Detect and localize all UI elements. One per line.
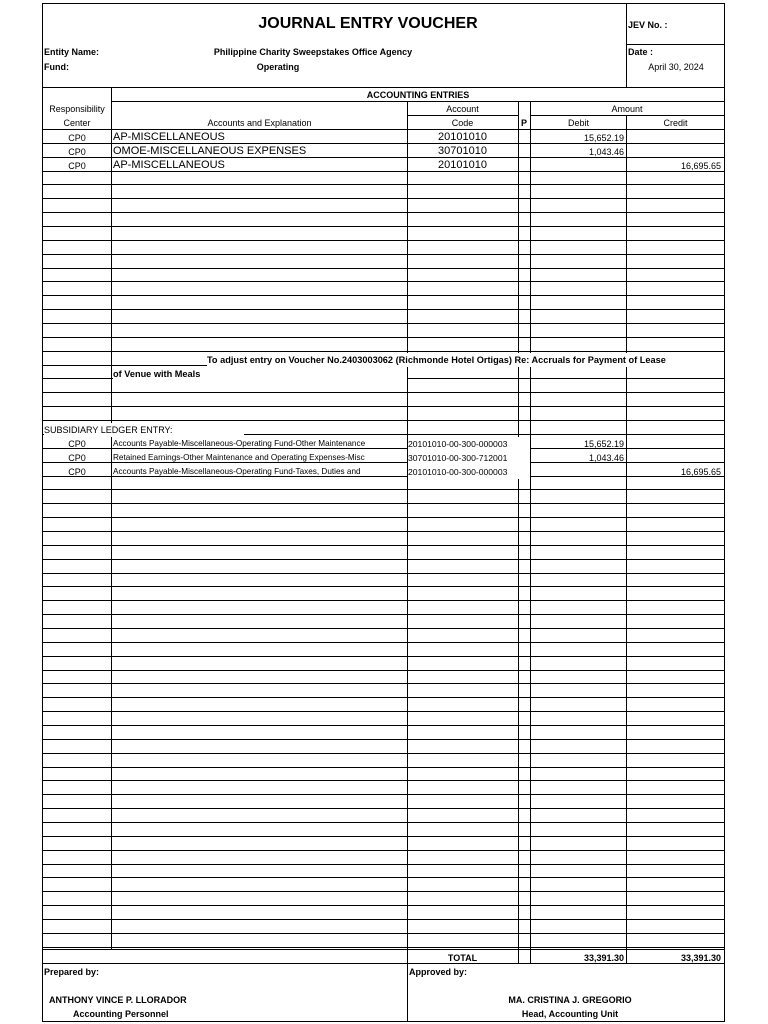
grid-line <box>42 600 725 601</box>
grid-line <box>42 780 725 781</box>
grid-line <box>42 947 725 948</box>
grid-line <box>42 531 725 532</box>
grid-line <box>42 406 725 407</box>
voucher-title: JOURNAL ENTRY VOUCHER <box>258 15 478 32</box>
grid-line <box>42 656 725 657</box>
grid-line <box>42 794 725 795</box>
grid-line <box>42 503 725 504</box>
grid-line <box>42 670 725 671</box>
sl-center: CP0 <box>68 439 86 449</box>
grid-line <box>42 808 725 809</box>
entry-account: OMOE-MISCELLANEOUS EXPENSES <box>113 145 307 157</box>
entry-code: 30701010 <box>438 145 487 157</box>
credit-header: Credit <box>663 118 688 128</box>
grid-line <box>42 351 725 352</box>
grid-line <box>42 767 725 768</box>
grid-line <box>407 101 408 964</box>
grid-line <box>42 240 725 241</box>
grid-line <box>42 254 725 255</box>
prepared-by-title: Accounting Personnel <box>73 1009 169 1019</box>
grid-line <box>42 212 725 213</box>
grid-line <box>42 3 725 4</box>
grid-line <box>42 697 725 698</box>
grid-line <box>530 101 531 964</box>
accounts-explanation-header: Accounts and Explanation <box>207 118 312 128</box>
grid-line <box>626 3 627 88</box>
entry-center: CP0 <box>68 133 86 143</box>
grid-line <box>42 949 725 950</box>
prepared-by-label: Prepared by: <box>44 967 100 977</box>
grid-line <box>42 628 725 629</box>
approved-by-title: Head, Accounting Unit <box>521 1009 619 1019</box>
sl-center: CP0 <box>68 453 86 463</box>
jev-no-label: JEV No. : <box>628 20 668 30</box>
sl-debit: 15,652.19 <box>583 439 624 449</box>
grid-line <box>42 281 725 282</box>
explanation-line-1: To adjust entry on Voucher No.2403003062 (Richmonde Hotel Ortigas) Re: Accruals for Payment of Lease <box>207 353 724 367</box>
grid-line <box>724 3 725 1022</box>
total-debit: 33,391.30 <box>583 953 624 963</box>
entry-debit: 1,043.46 <box>588 147 624 157</box>
accounting-entries-heading: ACCOUNTING ENTRIES <box>366 90 470 100</box>
sl-debit: 1,043.46 <box>588 453 624 463</box>
entry-code: 20101010 <box>438 159 487 171</box>
date-value: April 30, 2024 <box>648 62 704 72</box>
grid-line <box>407 963 408 1022</box>
sl-account: Accounts Payable-Miscellaneous-Operating Fund-Other Maintenance <box>113 439 366 448</box>
entry-center: CP0 <box>68 161 86 171</box>
grid-line <box>42 725 725 726</box>
entity-name-value: Philippine Charity Sweepstakes Office Agency <box>213 47 413 57</box>
fund-value: Operating <box>256 62 300 72</box>
grid-line <box>42 905 725 906</box>
grid-line <box>42 683 725 684</box>
grid-line <box>42 184 725 185</box>
sl-code: 20101010-00-300-000003 <box>408 437 530 451</box>
approved-by-name: MA. CRISTINA J. GREGORIO <box>508 995 632 1005</box>
entry-credit: 16,695.65 <box>680 161 721 171</box>
grid-line <box>42 642 725 643</box>
grid-line <box>42 933 725 934</box>
entry-center: CP0 <box>68 147 86 157</box>
center-header: Center <box>63 118 91 128</box>
sl-account: Retained Earnings-Other Maintenance and Operating Expenses-Misc <box>113 453 365 462</box>
fund-label: Fund: <box>44 62 69 72</box>
grid-line <box>42 226 725 227</box>
grid-line <box>42 586 725 587</box>
grid-line <box>42 559 725 560</box>
total-label: TOTAL <box>447 953 478 963</box>
grid-line <box>42 864 725 865</box>
entry-account: AP-MISCELLANEOUS <box>113 159 225 171</box>
amount-header: Amount <box>611 104 643 114</box>
grid-line <box>42 614 725 615</box>
grid-line <box>42 489 725 490</box>
approved-by-label: Approved by: <box>409 967 468 977</box>
responsibility-header: Responsibility <box>49 104 105 114</box>
sl-credit: 16,695.65 <box>680 467 721 477</box>
grid-line <box>42 545 725 546</box>
sl-code: 20101010-00-300-000003 <box>408 465 530 479</box>
prepared-by-name: ANTHONY VINCE P. LLORADOR <box>49 995 187 1005</box>
grid-line <box>42 309 725 310</box>
grid-line <box>42 517 725 518</box>
grid-line <box>42 295 725 296</box>
p-header: P <box>520 118 527 128</box>
grid-line <box>42 739 725 740</box>
grid-line <box>42 822 725 823</box>
entry-account: AP-MISCELLANEOUS <box>113 131 225 143</box>
grid-line <box>42 392 725 393</box>
grid-line <box>42 753 725 754</box>
grid-line <box>42 877 725 878</box>
grid-line <box>518 101 519 964</box>
entity-name-label: Entity Name: <box>44 47 100 57</box>
sl-code: 30701010-00-300-712001 <box>408 451 530 465</box>
grid-line <box>42 323 725 324</box>
grid-line <box>42 711 725 712</box>
grid-line <box>42 268 725 269</box>
grid-line <box>42 198 725 199</box>
entry-code: 20101010 <box>438 131 487 143</box>
grid-line <box>42 919 725 920</box>
grid-line <box>42 420 725 421</box>
sl-center: CP0 <box>68 467 86 477</box>
debit-header: Debit <box>567 118 589 128</box>
total-credit: 33,391.30 <box>680 953 721 963</box>
grid-line <box>42 850 725 851</box>
grid-line <box>42 1021 725 1022</box>
explanation-line-2: of Venue with Meals <box>113 367 407 381</box>
subsidiary-ledger-label: SUBSIDIARY LEDGER ENTRY: <box>44 423 244 437</box>
code-header: Code <box>451 118 474 128</box>
grid-line <box>111 87 112 950</box>
grid-line <box>42 573 725 574</box>
entry-debit: 15,652.19 <box>583 133 624 143</box>
account-header: Account <box>446 104 479 114</box>
sl-account: Accounts Payable-Miscellaneous-Operating Fund-Taxes, Duties and <box>113 467 361 476</box>
grid-line <box>42 337 725 338</box>
grid-line <box>42 836 725 837</box>
grid-line <box>42 891 725 892</box>
date-label: Date : <box>628 47 654 57</box>
